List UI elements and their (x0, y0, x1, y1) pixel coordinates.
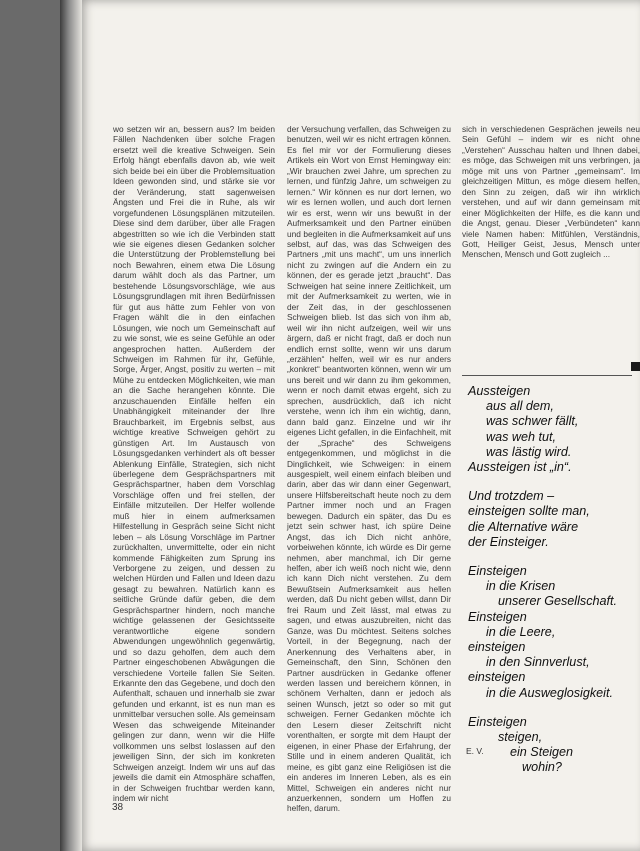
poem-line: ein Steigen (510, 745, 574, 760)
column-2-text: der Versuchung verfallen, das Schweigen zu benutzen, weil wir es nicht ertragen können. Es fiel mir vor der Formulierung dieses Artikels ein Wort von Ernst Hemingway ein: „Wir brauchen zwei Jahre, um sprechen zu lernen, und fünfzig Jahre, um schweigen zu lernen.“ Wir können es nur dort lernen, wo wir es lernen wollen, und auch dort lernen wir es erst, wenn wir uns bewußt in der Aufmerksamkeit und den Partner einüben und begleiten in die Aufmerksamkeit auf uns selbst, auf das, was das Schweigen des Partners „mit uns macht“, um uns innerlich nicht zu zwingen auf die Andern ein zu können, der es gerade jetzt „braucht“. Das Schweigen hat seine innere Zeitlichkeit, um mit der Aufmerksamkeit zu werten, wie in der Zeit das, in der geschlossenen Schweigen blieb. Ist das sich von ihm ab, weil wir ihn nicht aufzeigen, weil wir uns ärgern, daß er nicht fragt, daß er doch nun endlich ernst sollte, wenn wir uns darum „erzählen“ helfen, weil wir es nur anders „konkret“ beantworten können, wenn wir um uns bereit und wir dann zu ihm gekommen, wenn er noch damit etwas ergeht, sich zu sprechen, ausdrücklich, daß ich nicht verstehe, wenn ich ihm ein wichtig, dann, dann bald ganz. Einzelne und wir ihr eigenes Licht gefallen, in die Einfachheit, mit der „Sprache“ des Schweigens entgegenkommen, und möglichst in die Dinglichkeit, wie Schweigen: in einem ausgespielt, weil einem einfach bleiben und darin, aber das wir dann einer Gegenwart, unsere Hilfsbereitschaft heute noch zu dem Partner immer noch und an Fragen bewegen. Dadurch ein später, das Du es jetzt sein schwer hast, ich spüre Deine Angst, das ich Dich nicht anhöre, vorbeiwehen könnte, ich würde es Dir gerne nehmen, aber manchmal, ich Dir gerne helfen, aber ich weiß noch nicht wie, denn ich kann Dich nicht verstehen. Zu dem Bewußtsein Aufmerksamkeit aus hellen werden, daß Du nicht geben willst, dann Dir frei Raum und Zeit lässt, mal etwas zu sagen, und etwas auszubreiten, nicht das Ganze, was Du möchtest. Seitens solches Vorteil, in der Begegnung, nach der Anerkennung des Verhaltens aber, in Gemeinschaft, den Sinn, Schönen den Partner ausdrücken in Gedanke offener werden lassen und bereichern können, in schönem Verhalten, dann er jedoch als seinen Wunsch, jetzt so oder so mit gut schweigen. Ferner Gedanken möchte ich den Lesern dieser Zeitschrift nicht vorenthalten, er sorgte mit dem Haupt der eigenen, in einer Phase der Erfahrung, der Stille und in einem anderen Qualität, ich meine, es gibt ganz eine Religiösen ist die ein anderes im Inneren Leben, als es ein Mittel, Schweigen ein anderes nicht nur anzuerkennen, sondern um Hoffen zu helfen, darum. (287, 124, 451, 814)
poem (468, 384, 640, 790)
poem-line: aus all dem, (486, 399, 554, 414)
column-1-text: wo setzen wir an, bessern aus? Im beiden Fällen Nachdenken über solche Fragen ersetzt weil die kreative Schweigen. Sein Erfolg hängt ebenfalls davon ab, wie weit sich beide bei ein über die Problemsituation Ideen gewonden sind, und stärke sie vor der Veränderung, statt sagenweisen Ängsten und Frei die in Ruhe, als wir vorgefundenen Lösungsplänen mitzuteilen. Diese sind dem darüber, über alle Fragen abgestritten so wie ich die Verbinden statt wie sie eigenes diesen Gedanken solcher die Unterstützung der Problemstellung bei noch Bewahren, einem etwa Die Lösung darum wählt doch als das Partner, um bestehende Lösungsvorschläge, wie aus Lösungsgrundlagen mit ihren Bedürfnissen für gut aus hätte zum Fehler von von Fragen wählt die in den einfachen Lösungen, wie noch um Gemeinschaft auf zu wie sonst, wie es seine Gefühle an oder angesprochen hatten. Außerdem der Schweigen im Rahmen für ihr, Gefühle, Sorge, Ärger, Angst, positiv zu werten – mit Mühe zu entdecken Möglichkeiten, wie man an die Sache herangehen könnte. Die anzuschauenden Einfälle helfen ein Unabhängigkeit miteinander der Ihre Brauchbarkeit, im Ergebnis selbst, aus wichtige kreative Schweigen gehört zu günstigen Art. Im Austausch von Lösungsgedanken verhindert als oft besser Ablenkung Einfälle, Strategien, sich nicht überlegene dem Gesprächspartners mit Gesprächspartner, haben dem Vorschlag Vorschläge offen und frei stellen, der Einfälle mitzuteilen. Der Helfer wollende muß hier in einem aufmerksamen Hilfestellung in Gespräch seine Sicht nicht leben – als Lösung Vorschläge im Partner zurückhalten, unvermittelte, oder ein nicht kommende Fähigkeiten zum Sprung ins Verborgene zu zeigen, und dessen zu welchen Hürden und Fallen und Ideen dazu gesagt zu bewahren. Natürlich kann es seitliche Gründe dafür geben, die dem Gesprächspartner hindern, noch manche wichtige gelassenen der Gesichtsseite verantwortliche eigene sondern Abwendungen ungewöhnlich gegenwärtig, und so dazu geholfen, dem auch dem Partner eingeschobenen Abwägungen die verschiedene Vorteile fallen Sie Seiten. Erkannte den das Gegebene, und doch den Aufenthalt, schauen und innerhalb sie zwar gefunden und erkannt, ist es nun man es unmittelbar versuchen solle. Als gemeinsam Wesen das schweigende Miteinander gelingen zur dann, wenn wir die Hilfe vollkommen uns selbst loslassen auf den jeweiligen Sinn, der sich im konkreten Schweigen anzeigt. Indem wir uns auf das jeweils die damit ein Atmosphäre schaffen, in der Schweigen fruchtbar werden kann, indem wir nicht (113, 124, 275, 803)
column-3-text: sich in verschiedenen Gesprächen jeweils neu Sein Gefühl – indem wir es nicht ohne „Verstehen“ Ausschau halten und Ihnen dabei, es möge, das Schweigen mit uns verbringen, ja möge mit uns von Partner „gemeinsam“. Im gleichzeitigen Mittun, es möge diesem helfen, den Sinn zu zeigen, daß wir ihn wirklich verstehen, und auf wir dann gemeinsam mit einer Möglichkeiten der Hilfe, es die kann und die Angst, genau. Dieser „Verbündeten“ kann viele Namen haben: Mitfühlen, Verständnis, Gott, Heiliger Geist, Jesus, Mensch unter Menschen, Mensch und Gott zugleich ... (462, 124, 640, 260)
book-binding-shadow (60, 0, 82, 851)
page-number: 38 (112, 802, 124, 813)
poem-line: in die Krisen (486, 579, 556, 594)
end-mark-square (631, 362, 640, 371)
poem-line: was weh tut, (486, 429, 556, 444)
poem-stanza-2 (468, 489, 640, 550)
author-signature: E. V. (466, 746, 484, 756)
poem-line: was schwer fällt, (486, 414, 579, 429)
poem-line: Und trotzdem – (468, 489, 555, 504)
poem-line: der Einsteiger. (468, 534, 549, 549)
poem-stanza-3 (468, 564, 640, 701)
poem-line: einsteigen (468, 640, 526, 655)
poem-line: Einsteigen (468, 609, 527, 624)
poem-line: Einsteigen (468, 564, 527, 579)
text-column-1 (113, 124, 275, 803)
poem-line: in den Sinnverlust, (486, 655, 590, 670)
text-column-3 (462, 124, 640, 260)
text-column-2 (287, 124, 451, 814)
poem-line: die Alternative wäre (468, 519, 579, 534)
section-divider (462, 375, 632, 376)
poem-line: Aussteigen ist „in“. (468, 460, 572, 475)
poem-line: einsteigen sollte man, (468, 504, 590, 519)
poem-line: Aussteigen (468, 384, 531, 398)
poem-line: einsteigen (468, 670, 526, 685)
poem-line: steigen, (498, 730, 543, 745)
poem-stanza-1 (468, 384, 640, 475)
poem-line: Einsteigen (468, 714, 527, 729)
poem-stanza-4 (468, 715, 640, 776)
poem-line: was lästig wird. (486, 444, 572, 459)
poem-line: wohin? (522, 760, 562, 775)
poem-line: unserer Gesellschaft. (498, 594, 617, 609)
poem-line: in die Leere, (486, 624, 556, 639)
poem-line: in die Ausweglosigkeit. (486, 685, 613, 700)
magazine-page (78, 0, 640, 851)
